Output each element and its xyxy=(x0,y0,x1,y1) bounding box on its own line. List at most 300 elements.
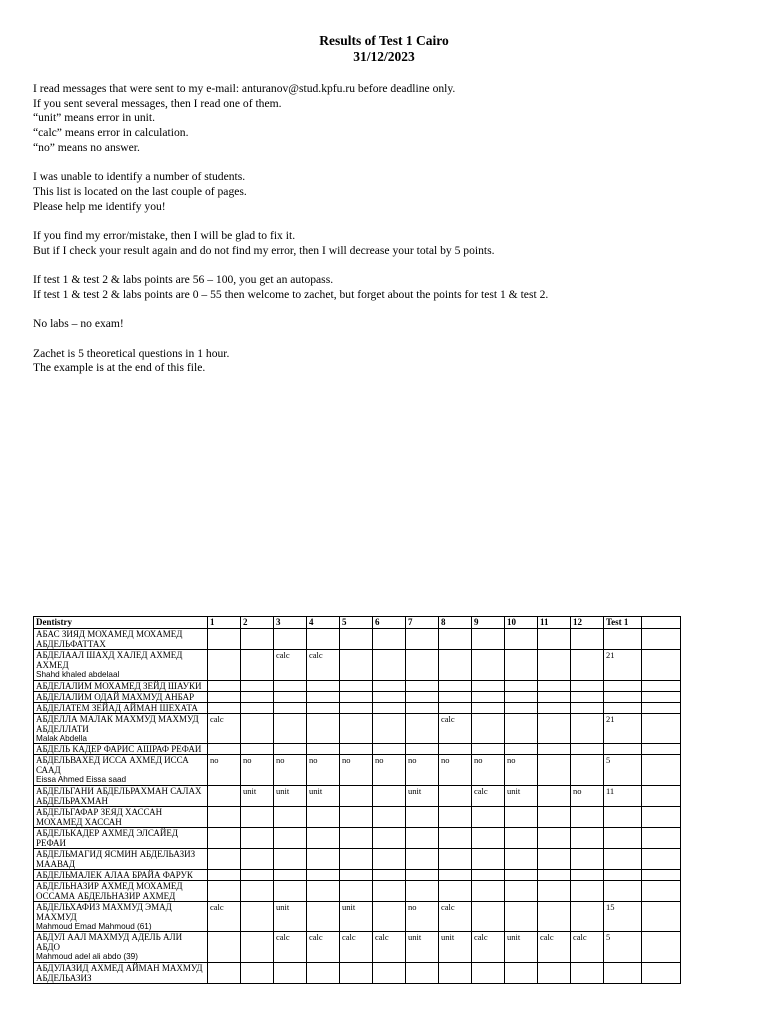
question-mark-cell: unit xyxy=(274,785,307,806)
question-mark-cell xyxy=(274,691,307,702)
student-name: АБДЕЛЬМАЛЕК АЛАА БРАЙА ФАРУК xyxy=(36,869,193,880)
question-mark-cell xyxy=(571,744,604,755)
question-mark-cell xyxy=(571,691,604,702)
question-mark-cell xyxy=(505,848,538,869)
question-mark-cell xyxy=(241,744,274,755)
question-mark-cell xyxy=(307,702,340,713)
student-name-cell xyxy=(34,869,208,880)
question-mark-cell xyxy=(439,827,472,848)
table-row xyxy=(34,785,681,806)
question-mark-cell: calc xyxy=(307,932,340,963)
question-mark-cell xyxy=(373,962,406,983)
question-mark-cell xyxy=(439,650,472,681)
question-mark-cell xyxy=(439,806,472,827)
question-mark-cell xyxy=(340,713,373,744)
question-mark-cell xyxy=(439,744,472,755)
column-header: 9 xyxy=(472,617,505,629)
question-mark-cell xyxy=(406,880,439,901)
test1-score-cell xyxy=(604,962,642,983)
question-mark-cell xyxy=(571,806,604,827)
question-mark-cell: unit xyxy=(307,785,340,806)
question-mark-cell xyxy=(373,629,406,650)
question-mark-cell: calc xyxy=(208,713,241,744)
student-name: АБДЕЛЬГАФАР ЗЕЯД ХАССАН МОХАМЕД ХАССАН xyxy=(36,806,163,827)
question-mark-cell xyxy=(538,702,571,713)
question-mark-cell xyxy=(406,869,439,880)
question-mark-cell xyxy=(208,702,241,713)
question-mark-cell xyxy=(241,650,274,681)
question-mark-cell xyxy=(208,827,241,848)
question-mark-cell xyxy=(274,702,307,713)
question-mark-cell xyxy=(505,680,538,691)
question-mark-cell xyxy=(373,806,406,827)
question-mark-cell xyxy=(208,785,241,806)
question-mark-cell: no xyxy=(439,755,472,786)
question-mark-cell xyxy=(538,713,571,744)
question-mark-cell xyxy=(340,869,373,880)
column-header: 6 xyxy=(373,617,406,629)
table-row xyxy=(34,962,681,983)
question-mark-cell xyxy=(406,713,439,744)
empty-cell xyxy=(642,702,681,713)
question-mark-cell: calc xyxy=(274,650,307,681)
question-mark-cell xyxy=(505,827,538,848)
question-mark-cell: calc xyxy=(439,901,472,932)
question-mark-cell xyxy=(340,962,373,983)
question-mark-cell xyxy=(307,901,340,932)
test1-score-cell xyxy=(604,629,642,650)
intro-line: This list is located on the last couple of pages. xyxy=(33,184,247,198)
student-name: АБДЕЛЬВАХЕД ИССА АХМЕД ИССА СААД xyxy=(36,755,189,775)
student-name-cell xyxy=(34,962,208,983)
question-mark-cell xyxy=(439,680,472,691)
question-mark-cell xyxy=(208,848,241,869)
test1-score-cell xyxy=(604,827,642,848)
question-mark-cell xyxy=(208,932,241,963)
question-mark-cell xyxy=(373,827,406,848)
column-header: 10 xyxy=(505,617,538,629)
question-mark-cell: no xyxy=(373,755,406,786)
student-name: АБДЕЛЬ КАДЕР ФАРИС АШРАФ РЕФАИ xyxy=(36,744,202,754)
question-mark-cell xyxy=(538,848,571,869)
column-header: 5 xyxy=(340,617,373,629)
question-mark-cell xyxy=(208,880,241,901)
question-mark-cell xyxy=(208,680,241,691)
question-mark-cell: no xyxy=(571,785,604,806)
document-title-block xyxy=(0,33,768,65)
question-mark-cell xyxy=(373,713,406,744)
intro-line: If test 1 & test 2 & labs points are 0 – 55 then welcome to zachet, but forget about the points for test 1 & test 2. xyxy=(33,287,549,301)
column-header: 12 xyxy=(571,617,604,629)
question-mark-cell xyxy=(274,744,307,755)
question-mark-cell xyxy=(472,827,505,848)
question-mark-cell xyxy=(340,806,373,827)
question-mark-cell xyxy=(472,848,505,869)
question-mark-cell: calc xyxy=(472,785,505,806)
empty-cell xyxy=(642,880,681,901)
question-mark-cell xyxy=(571,755,604,786)
question-mark-cell: calc xyxy=(538,932,571,963)
question-mark-cell: unit xyxy=(241,785,274,806)
student-name: АБДУЛ ААЛ МАХМУД АДЕЛЬ АЛИ АБДО xyxy=(36,932,183,952)
question-mark-cell xyxy=(472,880,505,901)
question-mark-cell: unit xyxy=(505,932,538,963)
question-mark-cell xyxy=(274,827,307,848)
table-row xyxy=(34,880,681,901)
question-mark-cell xyxy=(274,629,307,650)
question-mark-cell: calc xyxy=(274,932,307,963)
question-mark-cell: no xyxy=(307,755,340,786)
empty-cell xyxy=(642,755,681,786)
question-mark-cell: unit xyxy=(406,785,439,806)
question-mark-cell xyxy=(472,713,505,744)
empty-cell xyxy=(642,680,681,691)
question-mark-cell xyxy=(571,713,604,744)
question-mark-cell xyxy=(241,901,274,932)
test1-score-cell: 21 xyxy=(604,713,642,744)
question-mark-cell xyxy=(241,869,274,880)
question-mark-cell xyxy=(538,785,571,806)
question-mark-cell xyxy=(307,806,340,827)
student-name: АБДЕЛЬГАНИ АБДЕЛЬРАХМАН САЛАХ АБДЕЛЬРАХМАН xyxy=(36,785,202,806)
test1-score-cell xyxy=(604,880,642,901)
table-row xyxy=(34,744,681,755)
question-mark-cell xyxy=(406,691,439,702)
column-header: 4 xyxy=(307,617,340,629)
question-mark-cell: unit xyxy=(505,785,538,806)
student-name-cell xyxy=(34,827,208,848)
table-row xyxy=(34,702,681,713)
question-mark-cell xyxy=(439,702,472,713)
question-mark-cell xyxy=(307,962,340,983)
question-mark-cell xyxy=(307,869,340,880)
intro-line: If you find my error/mistake, then I will be glad to fix it. xyxy=(33,229,296,242)
question-mark-cell xyxy=(241,680,274,691)
question-mark-cell xyxy=(274,713,307,744)
question-mark-cell xyxy=(472,869,505,880)
table-row xyxy=(34,713,681,744)
column-header: Test 1 xyxy=(604,617,642,629)
table-row xyxy=(34,827,681,848)
empty-cell xyxy=(642,691,681,702)
table-row xyxy=(34,806,681,827)
student-name-cell xyxy=(34,744,208,755)
question-mark-cell xyxy=(307,744,340,755)
column-header: 1 xyxy=(208,617,241,629)
student-name-cell xyxy=(34,755,208,786)
question-mark-cell xyxy=(439,629,472,650)
question-mark-cell xyxy=(505,806,538,827)
question-mark-cell: no xyxy=(274,755,307,786)
document-title: Results of Test 1 Cairo xyxy=(319,33,449,48)
question-mark-cell xyxy=(439,848,472,869)
question-mark-cell xyxy=(373,901,406,932)
question-mark-cell xyxy=(340,827,373,848)
intro-line: If you sent several messages, then I read one of them. xyxy=(33,96,282,110)
table-row xyxy=(34,680,681,691)
question-mark-cell xyxy=(307,880,340,901)
empty-cell xyxy=(642,901,681,932)
question-mark-cell xyxy=(571,629,604,650)
question-mark-cell: calc xyxy=(439,713,472,744)
column-header: 3 xyxy=(274,617,307,629)
student-name-cell xyxy=(34,880,208,901)
question-mark-cell xyxy=(538,680,571,691)
question-mark-cell xyxy=(439,962,472,983)
question-mark-cell xyxy=(208,869,241,880)
empty-cell xyxy=(642,962,681,983)
question-mark-cell xyxy=(538,962,571,983)
student-name-cell xyxy=(34,702,208,713)
question-mark-cell xyxy=(571,680,604,691)
question-mark-cell xyxy=(505,629,538,650)
test1-score-cell xyxy=(604,806,642,827)
question-mark-cell xyxy=(505,869,538,880)
question-mark-cell xyxy=(340,848,373,869)
question-mark-cell xyxy=(307,691,340,702)
question-mark-cell xyxy=(340,702,373,713)
student-name: АБДЕЛЬНАЗИР АХМЕД МОХАМЕД ОССАМА АБДЕЛЬНАЗИР АХМЕД xyxy=(36,880,183,901)
question-mark-cell xyxy=(241,932,274,963)
question-mark-cell xyxy=(406,806,439,827)
question-mark-cell xyxy=(472,702,505,713)
question-mark-cell xyxy=(208,691,241,702)
question-mark-cell xyxy=(505,691,538,702)
empty-cell xyxy=(642,744,681,755)
question-mark-cell xyxy=(538,744,571,755)
question-mark-cell xyxy=(406,702,439,713)
question-mark-cell xyxy=(307,848,340,869)
question-mark-cell xyxy=(307,680,340,691)
empty-cell xyxy=(642,650,681,681)
student-name-cell xyxy=(34,901,208,932)
question-mark-cell xyxy=(571,702,604,713)
test1-score-cell xyxy=(604,869,642,880)
question-mark-cell xyxy=(241,962,274,983)
empty-cell xyxy=(642,806,681,827)
intro-line: But if I check your result again and do not find my error, then I will decrease your total by 5 points. xyxy=(33,243,495,257)
table-row xyxy=(34,848,681,869)
student-latin-name: Mahmoud Emad Mahmoud (61) xyxy=(36,921,152,931)
question-mark-cell xyxy=(307,713,340,744)
question-mark-cell: calc xyxy=(373,932,406,963)
intro-line: “unit” means error in unit. xyxy=(33,111,156,125)
test1-score-cell: 11 xyxy=(604,785,642,806)
question-mark-cell: unit xyxy=(406,932,439,963)
question-mark-cell xyxy=(373,680,406,691)
question-mark-cell: calc xyxy=(208,901,241,932)
empty-cell xyxy=(642,629,681,650)
intro-line: If test 1 & test 2 & labs points are 56 – 100, you get an autopass. xyxy=(33,273,334,287)
table-row xyxy=(34,629,681,650)
test1-score-cell: 21 xyxy=(604,650,642,681)
question-mark-cell xyxy=(340,744,373,755)
question-mark-cell xyxy=(208,806,241,827)
question-mark-cell xyxy=(241,702,274,713)
intro-line: Zachet is 5 theoretical questions in 1 hour. xyxy=(33,346,230,360)
test1-score-cell xyxy=(604,702,642,713)
test1-score-cell: 15 xyxy=(604,901,642,932)
question-mark-cell xyxy=(373,744,406,755)
column-header: 7 xyxy=(406,617,439,629)
student-name-cell xyxy=(34,713,208,744)
question-mark-cell xyxy=(373,702,406,713)
question-mark-cell xyxy=(241,691,274,702)
column-header: 2 xyxy=(241,617,274,629)
question-mark-cell xyxy=(571,869,604,880)
question-mark-cell xyxy=(505,702,538,713)
student-name-cell xyxy=(34,806,208,827)
question-mark-cell xyxy=(472,691,505,702)
table-header-row xyxy=(34,617,681,629)
student-name-cell xyxy=(34,680,208,691)
intro-line: “calc” means error in calculation. xyxy=(33,126,189,140)
student-name: АБДЕЛАЛИМ ОДАЙ МАХМУД АНБАР xyxy=(36,691,195,702)
student-name: АБДЕЛЬМАГИД ЯСМИН АБДЕЛЬАЗИЗ МААВАД xyxy=(36,848,196,869)
student-latin-name: Eissa Ahmed Eissa saad xyxy=(36,775,127,784)
empty-cell xyxy=(642,932,681,963)
question-mark-cell: calc xyxy=(307,650,340,681)
question-mark-cell xyxy=(373,869,406,880)
question-mark-cell xyxy=(340,880,373,901)
question-mark-cell xyxy=(406,827,439,848)
results-table xyxy=(33,616,681,984)
question-mark-cell xyxy=(241,806,274,827)
question-mark-cell xyxy=(373,650,406,681)
question-mark-cell xyxy=(505,880,538,901)
question-mark-cell: unit xyxy=(439,932,472,963)
question-mark-cell xyxy=(208,744,241,755)
question-mark-cell xyxy=(274,880,307,901)
table-row xyxy=(34,650,681,681)
test1-score-cell xyxy=(604,680,642,691)
student-name: АБДЕЛЬХАФИЗ МАХМУД ЭМАД МАХМУД xyxy=(36,901,172,922)
student-name-cell xyxy=(34,848,208,869)
intro-line: I was unable to identify a number of students. xyxy=(33,170,246,184)
student-name: АБДУЛАЗИД АХМЕД АЙМАН МАХМУД АБДЕЛЬАЗИЗ xyxy=(36,962,203,983)
question-mark-cell xyxy=(307,629,340,650)
question-mark-cell xyxy=(406,744,439,755)
question-mark-cell xyxy=(373,848,406,869)
table-row xyxy=(34,869,681,880)
student-name-cell xyxy=(34,691,208,702)
question-mark-cell xyxy=(439,691,472,702)
student-latin-name: Shahd khaled abdelaal xyxy=(36,670,120,679)
question-mark-cell xyxy=(505,901,538,932)
empty-cell xyxy=(642,869,681,880)
question-mark-cell xyxy=(571,901,604,932)
empty-cell xyxy=(642,713,681,744)
question-mark-cell: no xyxy=(406,901,439,932)
table-row xyxy=(34,691,681,702)
test1-score-cell xyxy=(604,744,642,755)
test1-score-cell: 5 xyxy=(604,755,642,786)
student-latin-name: Malak Abdella xyxy=(36,733,87,743)
question-mark-cell xyxy=(571,880,604,901)
question-mark-cell xyxy=(505,962,538,983)
student-name: АБАС ЗИЯД МОХАМЕД МОХАМЕД АБДЕЛЬФАТТАХ xyxy=(36,629,183,649)
question-mark-cell xyxy=(274,848,307,869)
question-mark-cell xyxy=(538,755,571,786)
question-mark-cell xyxy=(538,901,571,932)
test1-score-cell xyxy=(604,848,642,869)
question-mark-cell xyxy=(472,962,505,983)
student-name-cell xyxy=(34,932,208,963)
question-mark-cell xyxy=(538,650,571,681)
question-mark-cell xyxy=(406,629,439,650)
question-mark-cell xyxy=(373,785,406,806)
table-body xyxy=(34,629,681,984)
student-name: АБДЕЛААЛ ШАХД ХАЛЕД АХМЕД АХМЕД xyxy=(36,650,183,670)
question-mark-cell xyxy=(340,691,373,702)
student-name: АБДЕЛАЛИМ МОХАМЕД ЗЕЙД ШАУКИ xyxy=(36,680,202,691)
question-mark-cell xyxy=(439,869,472,880)
question-mark-cell: no xyxy=(505,755,538,786)
student-name-cell xyxy=(34,629,208,650)
empty-cell xyxy=(642,785,681,806)
question-mark-cell xyxy=(340,650,373,681)
column-header: 11 xyxy=(538,617,571,629)
question-mark-cell xyxy=(571,827,604,848)
intro-line: The example is at the end of this file. xyxy=(33,361,206,375)
empty-cell xyxy=(642,848,681,869)
question-mark-cell: no xyxy=(340,755,373,786)
test1-score-cell xyxy=(604,691,642,702)
student-name: АБДЕЛЬКАДЕР АХМЕД ЭЛСАЙЕД РЕФАИ xyxy=(36,827,179,848)
intro-line: No labs – no exam! xyxy=(33,317,124,331)
question-mark-cell: calc xyxy=(571,932,604,963)
question-mark-cell xyxy=(406,962,439,983)
question-mark-cell xyxy=(208,650,241,681)
question-mark-cell xyxy=(274,869,307,880)
student-name-cell xyxy=(34,785,208,806)
question-mark-cell: calc xyxy=(340,932,373,963)
question-mark-cell xyxy=(406,650,439,681)
student-latin-name: Mahmoud adel ali abdo (39) xyxy=(36,952,138,961)
question-mark-cell xyxy=(340,629,373,650)
question-mark-cell xyxy=(571,848,604,869)
column-header: Dentistry xyxy=(34,617,208,629)
column-header xyxy=(642,617,681,629)
question-mark-cell xyxy=(307,827,340,848)
question-mark-cell xyxy=(505,713,538,744)
question-mark-cell: unit xyxy=(340,901,373,932)
question-mark-cell: no xyxy=(406,755,439,786)
question-mark-cell xyxy=(472,629,505,650)
question-mark-cell: calc xyxy=(472,932,505,963)
question-mark-cell xyxy=(241,827,274,848)
intro-notes xyxy=(33,82,733,376)
question-mark-cell xyxy=(208,962,241,983)
paragraph-gap xyxy=(33,214,733,229)
question-mark-cell xyxy=(505,744,538,755)
question-mark-cell xyxy=(571,962,604,983)
test1-score-cell: 5 xyxy=(604,932,642,963)
question-mark-cell xyxy=(241,629,274,650)
question-mark-cell xyxy=(472,680,505,691)
question-mark-cell: no xyxy=(241,755,274,786)
question-mark-cell xyxy=(571,650,604,681)
question-mark-cell xyxy=(274,680,307,691)
table-row xyxy=(34,901,681,932)
question-mark-cell xyxy=(472,806,505,827)
question-mark-cell xyxy=(241,880,274,901)
question-mark-cell xyxy=(406,680,439,691)
intro-line: I read messages that were sent to my e-mail: anturanov@stud.kpfu.ru before deadline only. xyxy=(33,82,456,95)
question-mark-cell xyxy=(538,691,571,702)
question-mark-cell xyxy=(439,880,472,901)
question-mark-cell xyxy=(538,827,571,848)
